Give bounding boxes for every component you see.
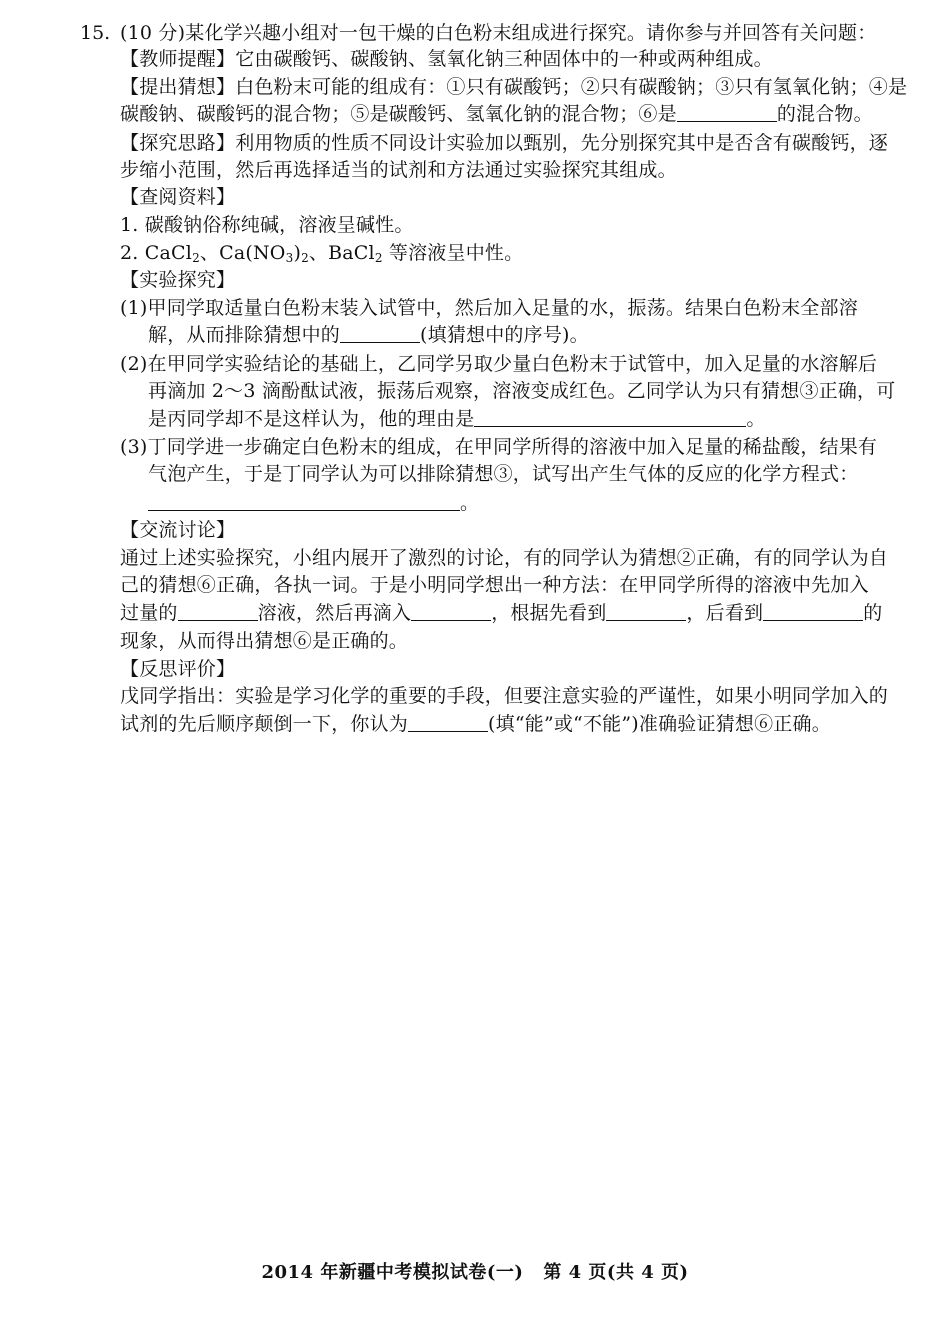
page-number: 第 4 页(共 4 页) xyxy=(543,1262,689,1283)
answer-blank-q2[interactable] xyxy=(474,406,746,427)
question-intro: (10 分)某化学兴趣小组对一包干燥的白色粉末组成进行探究。请你参与并回答有关问题： xyxy=(120,22,877,44)
discussion-text-a: 过量的 xyxy=(120,602,178,624)
subscript: 2 xyxy=(374,251,383,265)
experiment-q1-text-a: 解，从而排除猜想中的 xyxy=(148,324,341,346)
answer-blank-second-observation[interactable] xyxy=(763,600,863,621)
discussion-text-d: ，后看到 xyxy=(686,602,764,624)
experiment-q2-text-b: 。 xyxy=(746,408,766,430)
reference-item-1: 1. 碳酸钠俗称纯碱，溶液呈碱性。 xyxy=(120,214,414,236)
hypothesis-text-b: 的混合物。 xyxy=(776,103,873,125)
reference-formula-text: ) xyxy=(293,242,302,264)
experiment-q1-line-1: (1)甲同学取适量白色粉末装入试管中，然后加入足量的水，振荡。结果白色粉末全部溶 xyxy=(120,297,858,319)
experiment-q1-line-2 xyxy=(148,322,930,348)
reference-heading: 【查阅资料】 xyxy=(120,186,236,208)
hypothesis-line-2 xyxy=(120,101,930,127)
hypothesis-text-a: 碳酸钠、碳酸钙的混合物；⑤是碳酸钙、氢氧化钠的混合物；⑥是 xyxy=(120,103,677,125)
subscript: 2 xyxy=(192,251,200,265)
idea-line-2: 步缩小范围，然后再选择适当的试剂和方法通过实验探究其组成。 xyxy=(120,159,677,181)
reflection-text-a: 试剂的先后顺序颠倒一下，你认为 xyxy=(120,713,409,735)
discussion-text-e: 的 xyxy=(863,602,883,624)
answer-blank-first-observation[interactable] xyxy=(606,600,686,621)
experiment-q2-line-1: (2)在甲同学实验结论的基础上，乙同学另取少量白色粉末于试管中，加入足量的水溶解后 xyxy=(120,353,878,375)
answer-blank-q1[interactable] xyxy=(340,322,420,343)
hypothesis-line-1: 【提出猜想】白色粉末可能的组成有：①只有碳酸钙；②只有碳酸钠；③只有氢氧化钠；④是 xyxy=(120,76,908,98)
experiment-heading: 【实验探究】 xyxy=(120,269,236,291)
experiment-q3-line-1: (3)丁同学进一步确定白色粉末的组成，在甲同学所得的溶液中加入足量的稀盐酸，结果有 xyxy=(120,436,878,458)
experiment-q3-text-b: 。 xyxy=(460,492,480,514)
reflection-heading: 【反思评价】 xyxy=(120,658,236,680)
discussion-line-3 xyxy=(120,600,930,626)
idea-line-1: 【探究思路】利用物质的性质不同设计实验加以甄别，先分别探究其中是否含有碳酸钙，逐 xyxy=(120,132,889,154)
answer-blank-reagent[interactable] xyxy=(411,600,491,621)
discussion-line-2: 己的猜想⑥正确，各执一词。于是小明同学想出一种方法：在甲同学所得的溶液中先加入 xyxy=(120,574,869,596)
question-number: 15. xyxy=(80,22,111,44)
reference-formula-text: 2. CaCl xyxy=(120,242,193,264)
teacher-hint: 【教师提醒】它由碳酸钙、碳酸钠、氢氧化钠三种固体中的一种或两种组成。 xyxy=(120,48,773,70)
subscript: 2 xyxy=(301,251,309,265)
reference-formula-text: 等溶液呈中性。 xyxy=(382,242,524,264)
experiment-q2-line-2: 再滴加 2～3 滴酚酞试液，振荡后观察，溶液变成红色。乙同学认为只有猜想③正确，可 xyxy=(148,380,896,402)
experiment-q2-text-a: 是丙同学却不是这样认为，他的理由是 xyxy=(148,408,475,430)
experiment-q2-line-3 xyxy=(148,406,930,432)
discussion-line-4: 现象，从而得出猜想⑥是正确的。 xyxy=(120,630,409,652)
reference-formula-text: 、Ca(NO xyxy=(199,242,286,264)
reflection-line-1: 戊同学指出：实验是学习化学的重要的手段，但要注意实验的严谨性，如果小明同学加入的 xyxy=(120,685,889,707)
exam-title: 2014 年新疆中考模拟试卷(一) xyxy=(261,1262,524,1283)
reference-item-2 xyxy=(120,240,930,266)
reflection-line-2 xyxy=(120,711,930,737)
experiment-q3-line-3 xyxy=(148,490,930,516)
experiment-q3-line-2: 气泡产生，于是丁同学认为可以排除猜想③，试写出产生气体的反应的化学方程式： xyxy=(148,463,859,485)
answer-blank-q3-equation[interactable] xyxy=(148,490,460,511)
answer-blank-excess-solution[interactable] xyxy=(178,600,258,621)
answer-blank-hypothesis-6[interactable] xyxy=(677,101,777,122)
subscript: 3 xyxy=(285,251,294,265)
answer-blank-reflection[interactable] xyxy=(408,711,488,732)
experiment-q1-text-b: (填猜想中的序号)。 xyxy=(420,324,589,346)
discussion-text-b: 溶液，然后再滴入 xyxy=(257,602,412,624)
discussion-heading: 【交流讨论】 xyxy=(120,519,236,541)
page-footer xyxy=(0,1258,950,1284)
reference-formula-text: 、BaCl xyxy=(308,242,375,264)
reflection-text-b: (填“能”或“不能”)准确验证猜想⑥正确。 xyxy=(488,713,831,735)
discussion-text-c: ，根据先看到 xyxy=(491,602,607,624)
discussion-line-1: 通过上述实验探究，小组内展开了激烈的讨论，有的同学认为猜想②正确，有的同学认为自 xyxy=(120,547,889,569)
